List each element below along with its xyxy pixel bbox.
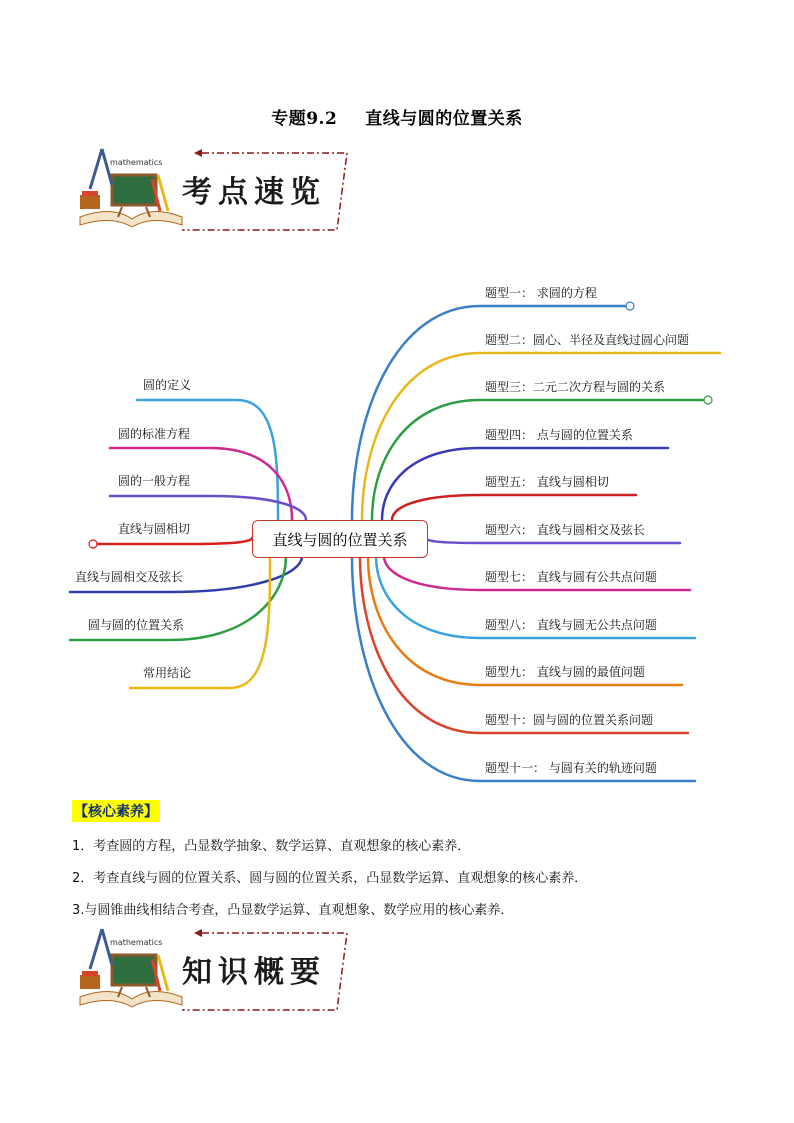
left-node-5: 直线与圆相交及弦长	[75, 570, 184, 584]
left-node-4: 直线与圆相切	[118, 522, 191, 536]
left-branch-line	[137, 400, 278, 520]
collapse-node-icon	[89, 540, 97, 548]
right-node-9: 题型九： 直线与圆的最值问题	[485, 665, 645, 679]
right-branch-line	[392, 495, 636, 520]
mind-map-center: 直线与圆的位置关系	[252, 520, 428, 558]
banner-title-kaodian: 考点速览	[182, 175, 326, 210]
core-item-3: 3.与圆锥曲线相结合考查，凸显数学运算、直观想象、数学应用的核心素养．	[72, 903, 514, 918]
right-node-6: 题型六： 直线与圆相交及弦长	[485, 523, 645, 537]
title-part1: 专题9.2	[271, 109, 338, 129]
page-title	[0, 104, 794, 129]
left-branch-line	[110, 496, 306, 520]
mathematics-text: mathematics	[110, 938, 163, 947]
banner-title-zhishi: 知识概要	[182, 955, 326, 990]
right-node-10: 题型十：圆与圆的位置关系问题	[485, 713, 654, 727]
left-node-3: 圆的一般方程	[118, 474, 191, 488]
collapse-node-icon	[626, 302, 634, 310]
right-node-8: 题型八： 直线与圆无公共点问题	[485, 618, 657, 632]
right-node-1: 题型一： 求圆的方程	[485, 286, 597, 300]
left-node-6: 圆与圆的位置关系	[88, 618, 185, 632]
right-node-7: 题型七： 直线与圆有公共点问题	[485, 570, 657, 584]
right-node-3: 题型三：二元二次方程与圆的关系	[485, 380, 666, 394]
section-banner-kaodian	[72, 145, 362, 235]
right-node-11: 题型十一： 与圆有关的轨迹问题	[485, 761, 657, 775]
left-node-7: 常用结论	[143, 666, 192, 680]
right-node-5: 题型五： 直线与圆相切	[485, 475, 609, 489]
core-competency-title: 【核心素养】	[72, 800, 160, 822]
mathematics-text: mathematics	[110, 158, 163, 167]
collapse-node-icon	[704, 396, 712, 404]
mind-map	[0, 270, 794, 800]
left-node-2: 圆的标准方程	[118, 427, 191, 441]
right-node-4: 题型四： 点与圆的位置关系	[485, 428, 633, 442]
section-banner-zhishi	[72, 925, 362, 1015]
left-branch-line	[90, 538, 252, 544]
title-part2: 直线与圆的位置关系	[365, 109, 523, 129]
core-item-2: 2．考查直线与圆的位置关系、圆与圆的位置关系，凸显数学运算、直观想象的核心素养．	[72, 871, 588, 886]
left-node-1: 圆的定义	[143, 378, 192, 392]
core-item-1: 1．考查圆的方程，凸显数学抽象、数学运算、直观想象的核心素养．	[72, 839, 471, 854]
right-node-2: 题型二：圆心、半径及直线过圆心问题	[485, 333, 690, 347]
right-branch-line	[426, 538, 680, 543]
